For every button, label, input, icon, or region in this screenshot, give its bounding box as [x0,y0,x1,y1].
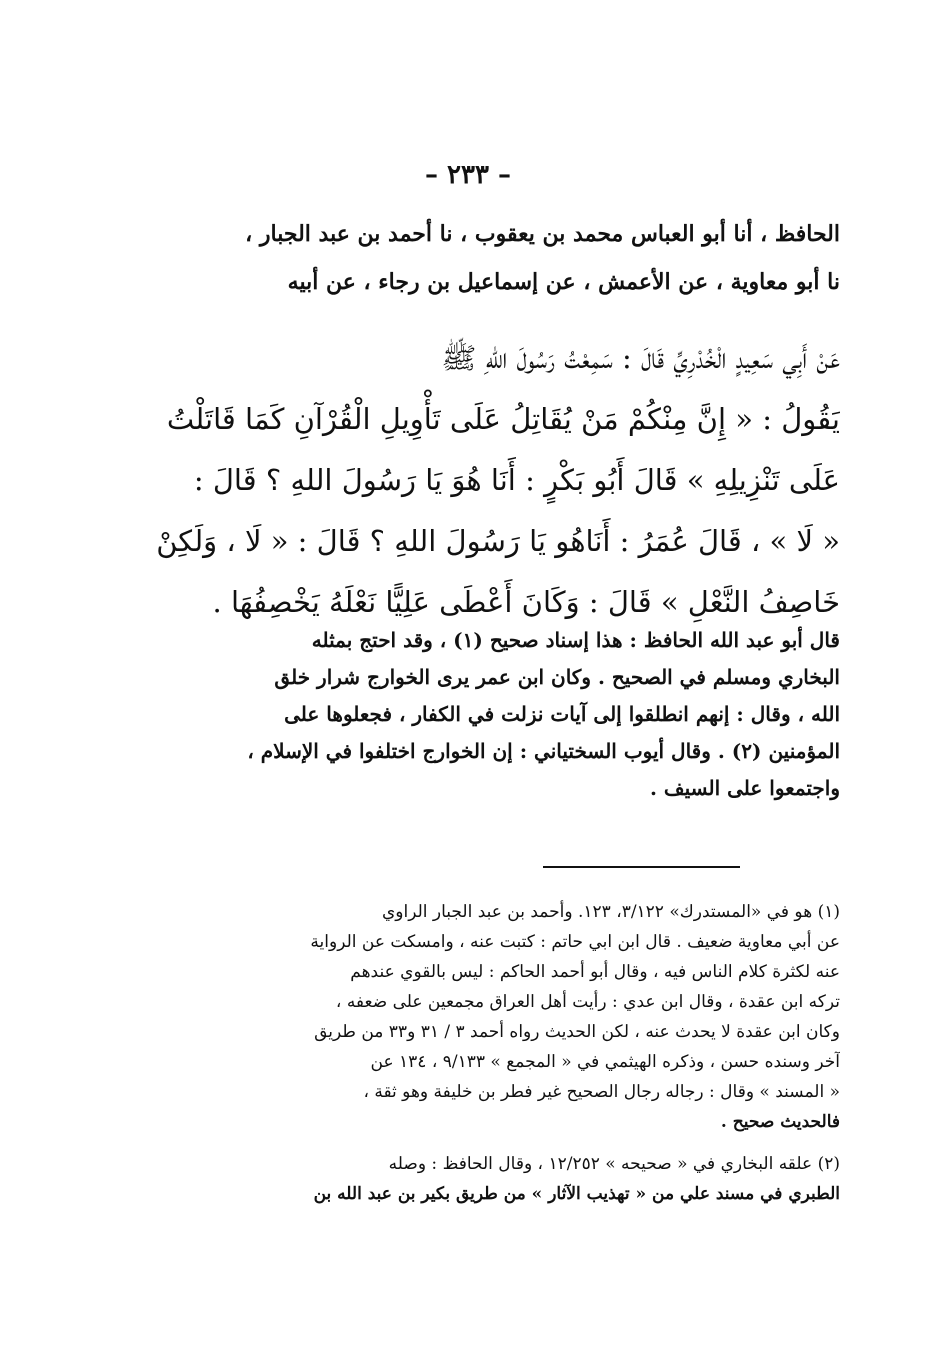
footnote-line: فالحديث صحيح . [720,1112,840,1132]
footnote-divider [543,866,740,868]
hadith-text [140,328,840,633]
footnote-line: (٢) علقه البخاري في « صحيحه » ١٢/٢٥٢ ، وقال الحافظ : وصله [388,1154,840,1174]
hadith-line: خَاصِفُ النَّعْلِ » قَالَ : وَكَانَ أَعْطَى عَلِيًّا نَعْلَهُ يَخْصِفُهَا . [212,585,840,619]
footnote-line: الطبري في مسند علي من « تهذيب الآثار » من طريق بكير بن عبد الله بن [313,1184,840,1204]
commentary-line: البخاري ومسلم في الصحيح . وكان ابن عمر يرى الخوارج شرار خلق [274,665,840,689]
footnote-line: (١) هو في «المستدرك» ٣/١٢٢، ١٢٣. وأحمد بن عبد الجبار الراوي [381,902,840,922]
commentary-line: واجتمعوا على السيف . [649,776,840,800]
commentary-line: الله ، وقال : إنهم انطلقوا إلى آيات نزلت في الكفار ، فجعلوها على [284,702,840,726]
footnote-line: عنه لكثرة كلام الناس فيه ، وقال أبو أحمد الحاكم : ليس بالقوي عندهم [350,962,840,982]
hadith-line: عَلَى تَنْزِيلِهِ » قَالَ أَبُو بَكْرٍ : أَنَا هُوَ يَا رَسُولَ اللهِ ؟ قَالَ : [193,463,840,497]
footnote-2 [160,1149,840,1209]
footnote-line: آخر وسنده حسن ، وذكره الهيثمي في « المجمع » ٩/١٣٣ ، ١٣٤ عن [370,1052,840,1072]
hadith-line: « لَا » ، قَالَ عُمَرُ : أَنَاهُو يَا رَسُولَ اللهِ ؟ قَالَ : « لَا ، وَلَكِنْ [156,524,840,558]
footnotes [160,897,840,1209]
hadith-line: يَقُولُ : « إِنَّ مِنْكُمْ مَنْ يُقَاتِلُ عَلَى تَأْوِيلِ الْقُرْآنِ كَمَا قَاتَلْتُ [166,402,840,436]
isnad-paragraph [140,210,840,306]
footnote-line: عن أبي معاوية ضعيف . قال ابن ابي حاتم : كتبت عنه ، وامسكت عن الرواية [310,932,840,952]
page-number: – ٢٣٣ – [424,160,512,190]
commentary-paragraph [140,622,840,807]
footnote-line: « المسند » وقال : رجاله رجال الصحيح غير فطر بن خليفة وهو ثقة ، [363,1082,840,1102]
isnad-line: نا أبو معاوية ، عن الأعمش ، عن إسماعيل بن رجاء ، عن أبيه [287,269,840,295]
commentary-line: قال أبو عبد الله الحافظ : هذا إسناد صحيح (١) ، وقد احتج بمثله [311,628,840,652]
commentary-line: المؤمنين (٢) . وقال أيوب السختياني : إن الخوارج اختلفوا في الإسلام ، [247,739,840,763]
hadith-line: عَنْ أَبِي سَعِيدٍ الْخُدْرِيِّ قَالَ : سَمِعْتُ رَسُولَ اللهِ ﷺ [441,341,840,375]
footnote-gap [160,1137,840,1149]
footnote-line: وكان ابن عقدة لا يحدث عنه ، لكن الحديث رواه أحمد ٣ / ٣١ و٣٣ من طريق [314,1022,840,1042]
isnad-line: الحافظ ، أنا أبو العباس محمد بن يعقوب ، نا أحمد بن عبد الجبار ، [245,221,840,247]
footnote-1 [160,897,840,1137]
footnote-line: تركه ابن عقدة ، وقال ابن عدي : رأيت أهل العراق مجمعين على ضعفه ، [335,992,840,1012]
